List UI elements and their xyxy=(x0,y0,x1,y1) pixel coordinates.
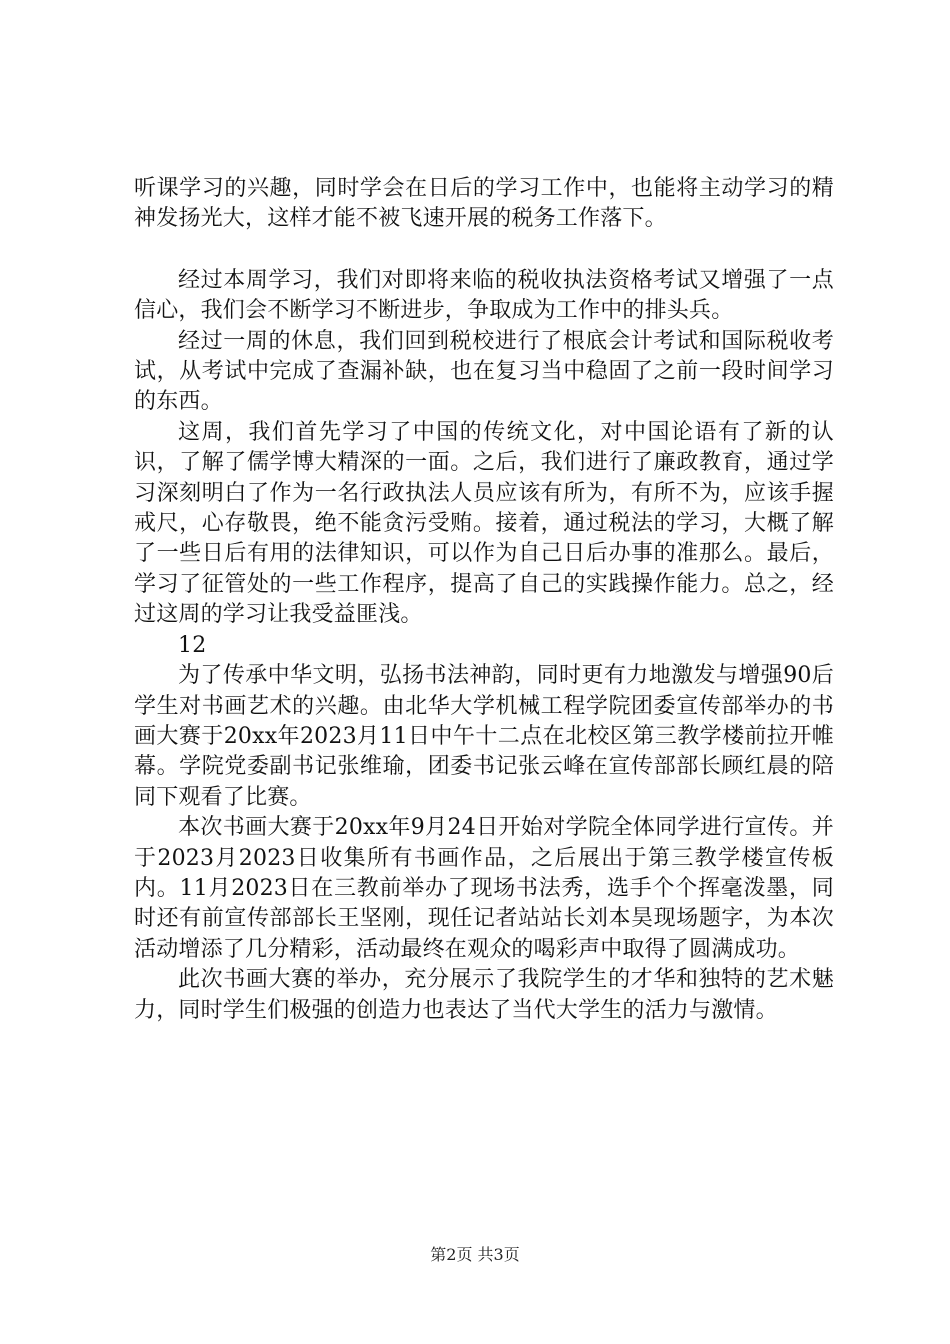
document-body xyxy=(134,174,834,1026)
page-footer: 第2页 共3页 xyxy=(430,1245,520,1264)
paragraph-study-confidence: 经过本周学习，我们对即将来临的税收执法资格考试又增强了一点信心，我们会不断学习不断进步，争取成为工作中的排头兵。 xyxy=(134,267,834,324)
paragraph-exams: 经过一周的休息，我们回到税校进行了根底会计考试和国际税收考试，从考试中完成了查漏补缺，也在复习当中稳固了之前一段时间学习的东西。 xyxy=(134,328,834,415)
paragraph-calligraphy-contest: 为了传承中华文明，弘扬书法神韵，同时更有力地激发与增强90后学生对书画艺术的兴趣。由北华大学机械工程学院团委宣传部举办的书画大赛于20xx年2023月11日中午十二点在北校区第三教学楼前拉开帷幕。学院党委副书记张维瑜，团委书记张云峰在宣传部部长顾红晨的陪同下观看了比赛。 xyxy=(134,663,834,810)
paragraph-contest-summary: 此次书画大赛的举办，充分展示了我院学生的才华和独特的艺术魅力，同时学生们极强的创造力也表达了当代大学生的活力与激情。 xyxy=(134,967,834,1023)
paragraph-this-week: 这周，我们首先学习了中国的传统文化，对中国论语有了新的认识，了解了儒学博大精深的一面。之后，我们进行了廉政教育，通过学习深刻明白了作为一名行政执法人员应该有所为，有所不为，应该手握戒尺，心存敬畏，绝不能贪污受贿。接着，通过税法的学习，大概了解了一些日后有用的法律知识，可以作为自己日后办事的准那么。最后，学习了征管处的一些工作程序，提高了自己的实践操作能力。总之，经过这周的学习让我受益匪浅。 xyxy=(134,419,834,628)
paragraph-contest-publicity: 本次书画大赛于20xx年9月24日开始对学院全体同学进行宣传。并于2023月2023日收集所有书画作品，之后展出于第三教学楼宣传板内。11月2023日在三教前举办了现场书法秀，选手个个挥毫泼墨，同时还有前宣传部部长王坚刚，现任记者站站长刘本昊现场题字，为本次活动增添了几分精彩，活动最终在观众的喝彩声中取得了圆满成功。 xyxy=(134,815,834,962)
paragraph-continuation: 听课学习的兴趣，同时学会在日后的学习工作中，也能将主动学习的精神发扬光大，这样才能不被飞速开展的税务工作落下。 xyxy=(134,176,834,232)
paragraph-number: 12 xyxy=(178,632,207,658)
